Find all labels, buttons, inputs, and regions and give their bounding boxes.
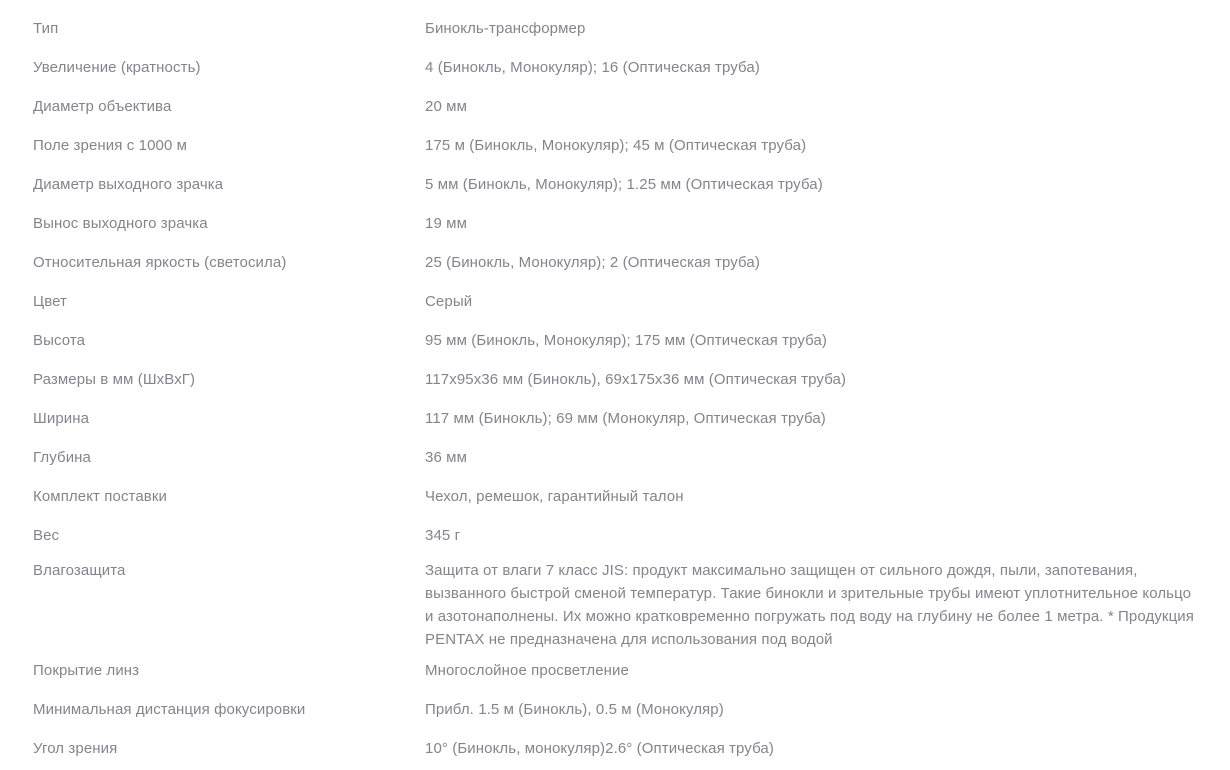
spec-row-angle-of-view (0, 729, 1230, 768)
spec-value: 117 мм (Бинокль); 69 мм (Монокуляр, Оптическая труба) (425, 410, 826, 427)
spec-row-objective-diameter (0, 87, 1230, 126)
spec-value: 25 (Бинокль, Монокуляр); 2 (Оптическая труба) (425, 254, 760, 271)
spec-row-moisture-protection (0, 555, 1230, 651)
spec-row-package-contents (0, 477, 1230, 516)
spec-label: Диаметр выходного зрачка (33, 176, 224, 193)
spec-value: Бинокль-трансформер (425, 20, 586, 37)
spec-label: Тип (33, 20, 59, 37)
spec-label: Влагозащита (33, 562, 126, 579)
spec-value: Многослойное просветление (425, 662, 629, 679)
spec-value: 345 г (425, 527, 461, 544)
spec-value: 19 мм (425, 215, 467, 232)
spec-row-magnification (0, 48, 1230, 87)
spec-row-weight (0, 516, 1230, 555)
spec-row-lens-coating (0, 651, 1230, 690)
spec-row-dimensions (0, 360, 1230, 399)
spec-value: Защита от влаги 7 класс JIS: продукт максимально защищен от сильного дождя, пыли, запотевания, вызванного быстрой сменой температур. Такие бинокли и зрительные трубы имеют уплотнительное кольцо и азотонаполнены. Их можно кратковременно погружать под воду на глубину не более 1 метра. * Продукция PENTAX не предназначена для использования под водой (425, 562, 1194, 648)
spec-label: Диаметр объектива (33, 98, 172, 115)
spec-row-color (0, 282, 1230, 321)
spec-label: Вынос выходного зрачка (33, 215, 208, 232)
spec-row-min-focus-distance (0, 690, 1230, 729)
spec-label: Вес (33, 527, 60, 544)
spec-value: Прибл. 1.5 м (Бинокль), 0.5 м (Монокуляр) (425, 701, 724, 718)
spec-label: Относительная яркость (светосила) (33, 254, 287, 271)
spec-label: Размеры в мм (ШхВхГ) (33, 371, 196, 388)
spec-value: 5 мм (Бинокль, Монокуляр); 1.25 мм (Оптическая труба) (425, 176, 823, 193)
spec-label: Цвет (33, 293, 68, 310)
spec-row-depth (0, 438, 1230, 477)
spec-row-width (0, 399, 1230, 438)
spec-label: Комплект поставки (33, 488, 167, 505)
spec-value: 4 (Бинокль, Монокуляр); 16 (Оптическая труба) (425, 59, 760, 76)
spec-row-eye-relief (0, 204, 1230, 243)
spec-label: Угол зрения (33, 740, 118, 757)
spec-value: Чехол, ремешок, гарантийный талон (425, 488, 684, 505)
spec-value: 95 мм (Бинокль, Монокуляр); 175 мм (Оптическая труба) (425, 332, 828, 349)
spec-label: Покрытие линз (33, 662, 140, 679)
spec-label: Глубина (33, 449, 91, 466)
spec-value: 20 мм (425, 98, 467, 115)
spec-label: Минимальная дистанция фокусировки (33, 701, 306, 718)
spec-value: Серый (425, 293, 473, 310)
spec-value: 175 м (Бинокль, Монокуляр); 45 м (Оптическая труба) (425, 137, 807, 154)
spec-value: 117х95х36 мм (Бинокль), 69х175х36 мм (Оптическая труба) (425, 371, 847, 388)
spec-value: 10° (Бинокль, монокуляр)2.6° (Оптическая труба) (425, 740, 774, 757)
spec-row-field-of-view (0, 126, 1230, 165)
spec-value: 36 мм (425, 449, 467, 466)
spec-label: Высота (33, 332, 86, 349)
spec-row-type (0, 9, 1230, 48)
spec-row-relative-brightness (0, 243, 1230, 282)
spec-row-height (0, 321, 1230, 360)
spec-label: Ширина (33, 410, 90, 427)
spec-row-exit-pupil-diameter (0, 165, 1230, 204)
spec-label: Поле зрения с 1000 м (33, 137, 188, 154)
spec-label: Увеличение (кратность) (33, 59, 201, 76)
